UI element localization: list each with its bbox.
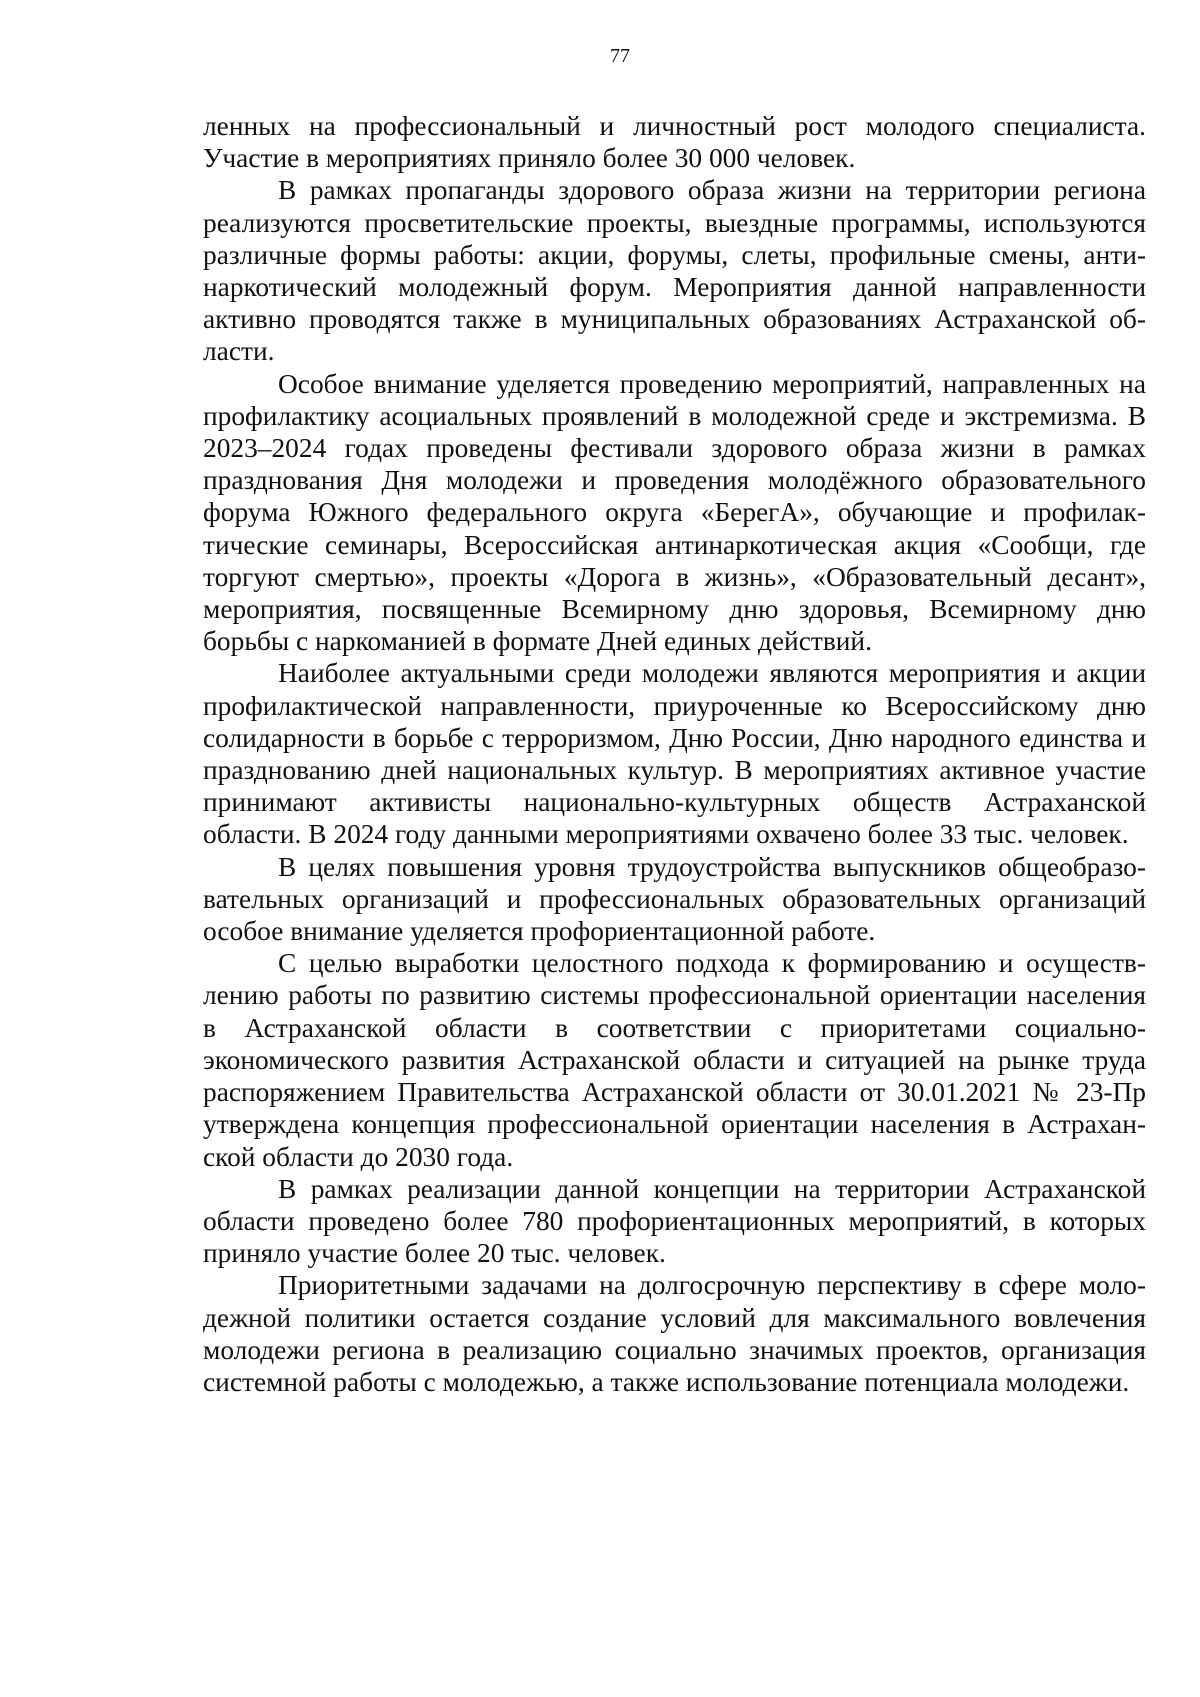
paragraph: ленных на профессиональный и личностный рост молодого специалиста. Участие в мероприятиях приняло более 30 000 человек.	[203, 111, 1146, 174]
paragraph: Наиболее актуальными среди молодежи являются мероприятия и акции профилактической направленности, приуроченные ко Всероссийскому дню солидарности в борьбе с терроризмом, Дню России, Дню народного единства и празднованию дней национальных культур. В мероприятиях активное участие принимают активисты национально-культурных обществ Астраханской области. В 2024 году данными мероприятиями охвачено более 33 тыс. человек.	[203, 658, 1146, 850]
paragraph: В целях повышения уровня трудоустройства выпускников общеобразовательных организаций и профессиональных образовательных организаций особое внимание уделяется профориентационной работе.	[203, 851, 1146, 947]
paragraph: Приоритетными задачами на долгосрочную перспективу в сфере молодежной политики остается создание условий для максимального вовлечения молодежи региона в реализацию социально значимых проектов, организация системной работы с молодежью, а также использование потенциала молодежи.	[203, 1270, 1146, 1397]
paragraph: В рамках пропаганды здорового образа жизни на территории региона реализуются просветительские проекты, выездные программы, используются различные формы работы: акции, форумы, слеты, профильные смены, антинаркотический молодежный форум. Мероприятия данной направленности активно проводятся также в муниципальных образованиях Астраханской области.	[203, 175, 1146, 367]
paragraph: С целью выработки целостного подхода к формированию и осуществлению работы по развитию системы профессиональной ориентации населения в Астраханской области в соответствии с приоритетами социально-экономического развития Астраханской области и ситуацией на рынке труда распоряжением Правительства Астраханской области от 30.01.2021 № 23-Пр утверждена концепция профессиональной ориентации населения в Астраханской области до 2030 года.	[203, 948, 1146, 1172]
body-text	[203, 110, 1146, 1398]
paragraph: В рамках реализации данной концепции на территории Астраханской области проведено более 780 профориентационных мероприятий, в которых приняло участие более 20 тыс. человек.	[203, 1173, 1146, 1269]
paragraph: Особое внимание уделяется проведению мероприятий, направленных на профилактику асоциальных проявлений в молодежной среде и экстремизма. В 2023–2024 годах проведены фестивали здорового образа жизни в рамках празднования Дня молодежи и проведения молодёжного образовательного форума Южного федерального округа «БерегА», обучающие и профилактические семинары, Всероссийская антинаркотическая акция «Сообщи, где торгуют смертью», проекты «Дорога в жизнь», «Образовательный десант», мероприятия, посвященные Всемирному дню здоровья, Всемирному дню борьбы с наркоманией в формате Дней единых действий.	[203, 368, 1146, 657]
page-number: 77	[610, 45, 630, 67]
